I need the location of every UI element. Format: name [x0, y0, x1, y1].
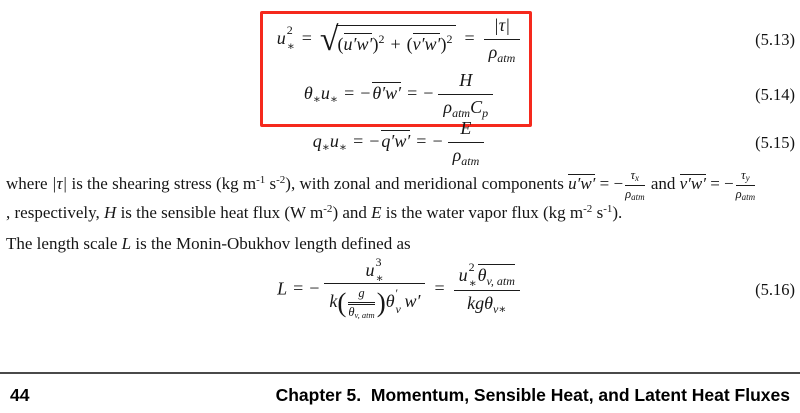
page-number: 44 [10, 385, 30, 405]
equation-5-16 [0, 256, 800, 324]
paragraph-stress-definition [6, 166, 796, 224]
radical-sign-icon: √ [319, 20, 339, 58]
equation-5-16-formula: L = − u 3 ∗ k( g θv, atm )θ ′ v w′ = u 2 ∗ $\theta_{v, atm}$ kgθ$_{v∗}$ [277, 260, 523, 320]
equation-number-5-14: (5.14) [755, 85, 795, 104]
footer-rule [0, 372, 800, 374]
equation-number-5-15: (5.15) [755, 133, 795, 152]
paragraph-line-2: , respectively, H is the sensible heat flux (W $m^{-2}$) and E is the water vapor flux (kg $m^{-2}$ $s^{-1}$). [6, 203, 623, 222]
equation-5-14-formula: $\theta_∗u_∗$ = − θ′w′ = − $\frac{H}{\rho_{atm}C_p}$ [304, 70, 496, 120]
paragraph-length-scale: The length scale L is the Monin-Obukhov length defined as [6, 234, 411, 253]
square-root: √ $(u'w')^2 + (v'w')^2$ [320, 25, 457, 55]
equation-number-5-13: (5.13) [755, 30, 795, 49]
equation-5-15-formula: $q_∗u_∗$ = − q′w′ = − $\frac{E}{\rho_{atm}}$ [313, 118, 487, 168]
paragraph-line-1: where |τ| is the shearing stress (kg $m^{-1}$ $s^{-2}$), with zonal and meridional components u′w′ = − τx ρatm and v′w′ = − τy ρatm [6, 168, 756, 202]
chapter-title: Chapter 5. Momentum, Sensible Heat, and Latent Heat Fluxes [275, 385, 790, 405]
footer [0, 381, 800, 409]
equation-5-15 [0, 120, 800, 166]
equation-5-14 [0, 72, 800, 118]
equation-number-5-16: (5.16) [755, 280, 795, 299]
equation-5-13 [0, 14, 800, 66]
equation-5-13-formula: u 2 ∗ = √ $(u'w')^2 + (v'w')^2$ = $\frac{|\tau|}{\rho_{atm}}$ [277, 15, 524, 65]
